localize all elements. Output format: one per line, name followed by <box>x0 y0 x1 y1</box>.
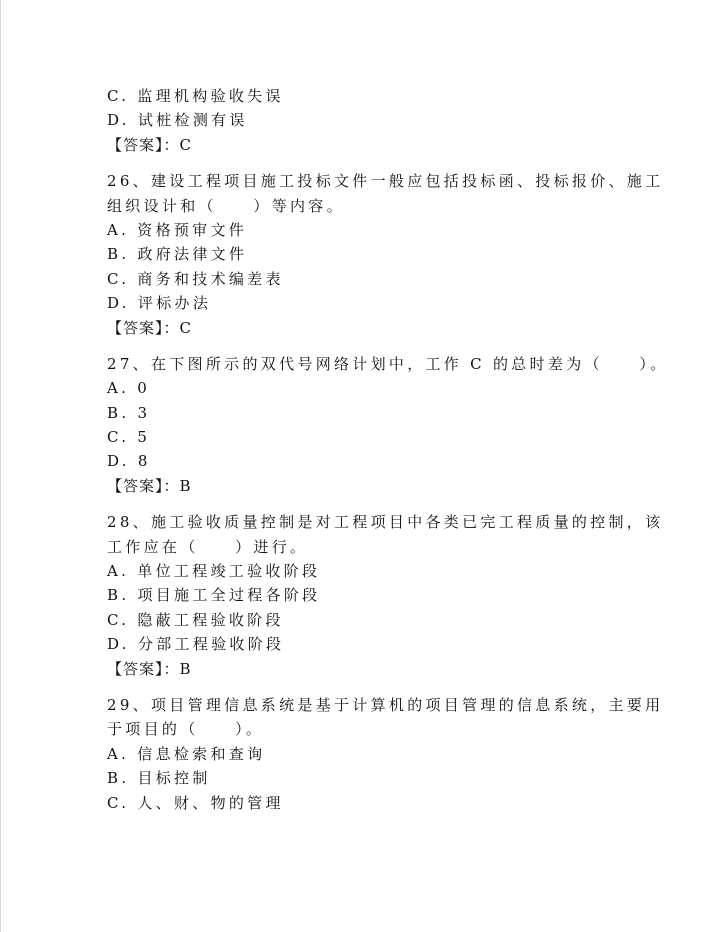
option-b: B. 3 <box>107 403 151 422</box>
question-text: 27、在下图所示的双代号网络计划中，工作 C 的总时差为（ ）。 <box>107 354 669 373</box>
option-d: D. 试桩检测有误 <box>107 111 248 130</box>
answer-line: 【答案】：C <box>107 135 192 154</box>
option-b: B. 目标控制 <box>107 769 211 788</box>
question-text: 工作应在（ ）进行。 <box>107 537 309 556</box>
option-c: C. 商务和技术编差表 <box>107 269 284 288</box>
option-b: B. 项目施工全过程各阶段 <box>107 586 321 605</box>
option-c: C. 5 <box>107 428 151 447</box>
answer-line: 【答案】：B <box>107 659 192 678</box>
answer-line: 【答案】：B <box>107 476 192 495</box>
answer-line: 【答案】：C <box>107 318 192 337</box>
question-block <box>107 84 607 157</box>
option-c: C. 隐蔽工程验收阶段 <box>107 610 284 629</box>
exam-content <box>107 84 669 815</box>
question-text: 组织设计和（ ）等内容。 <box>107 196 345 215</box>
question-text: 于项目的（ ）。 <box>107 720 265 739</box>
option-a: A. 信息检索和查询 <box>107 744 266 763</box>
question-text: 29、项目管理信息系统是基于计算机的项目管理的信息系统，主要用 <box>107 695 664 714</box>
option-c: C. 人、财、物的管理 <box>107 793 284 812</box>
question-block <box>107 352 669 498</box>
option-d: D. 分部工程验收阶段 <box>107 635 285 654</box>
option-c: C. 监理机构验收失误 <box>107 87 284 105</box>
option-d: D. 评标办法 <box>107 294 212 313</box>
option-a: A. 资格预审文件 <box>107 220 248 239</box>
question-block <box>107 510 664 681</box>
question-block <box>107 169 664 340</box>
option-b: B. 政府法律文件 <box>107 245 248 264</box>
question-text: 26、建设工程项目施工投标文件一般应包括投标函、投标报价、施工 <box>107 172 664 191</box>
option-a: A. 单位工程竣工验收阶段 <box>107 562 321 581</box>
option-d: D. 8 <box>107 452 151 471</box>
question-block <box>107 693 664 815</box>
option-a: A. 0 <box>107 379 151 398</box>
question-text: 28、施工验收质量控制是对工程项目中各类已完工程质量的控制，该 <box>107 513 664 532</box>
